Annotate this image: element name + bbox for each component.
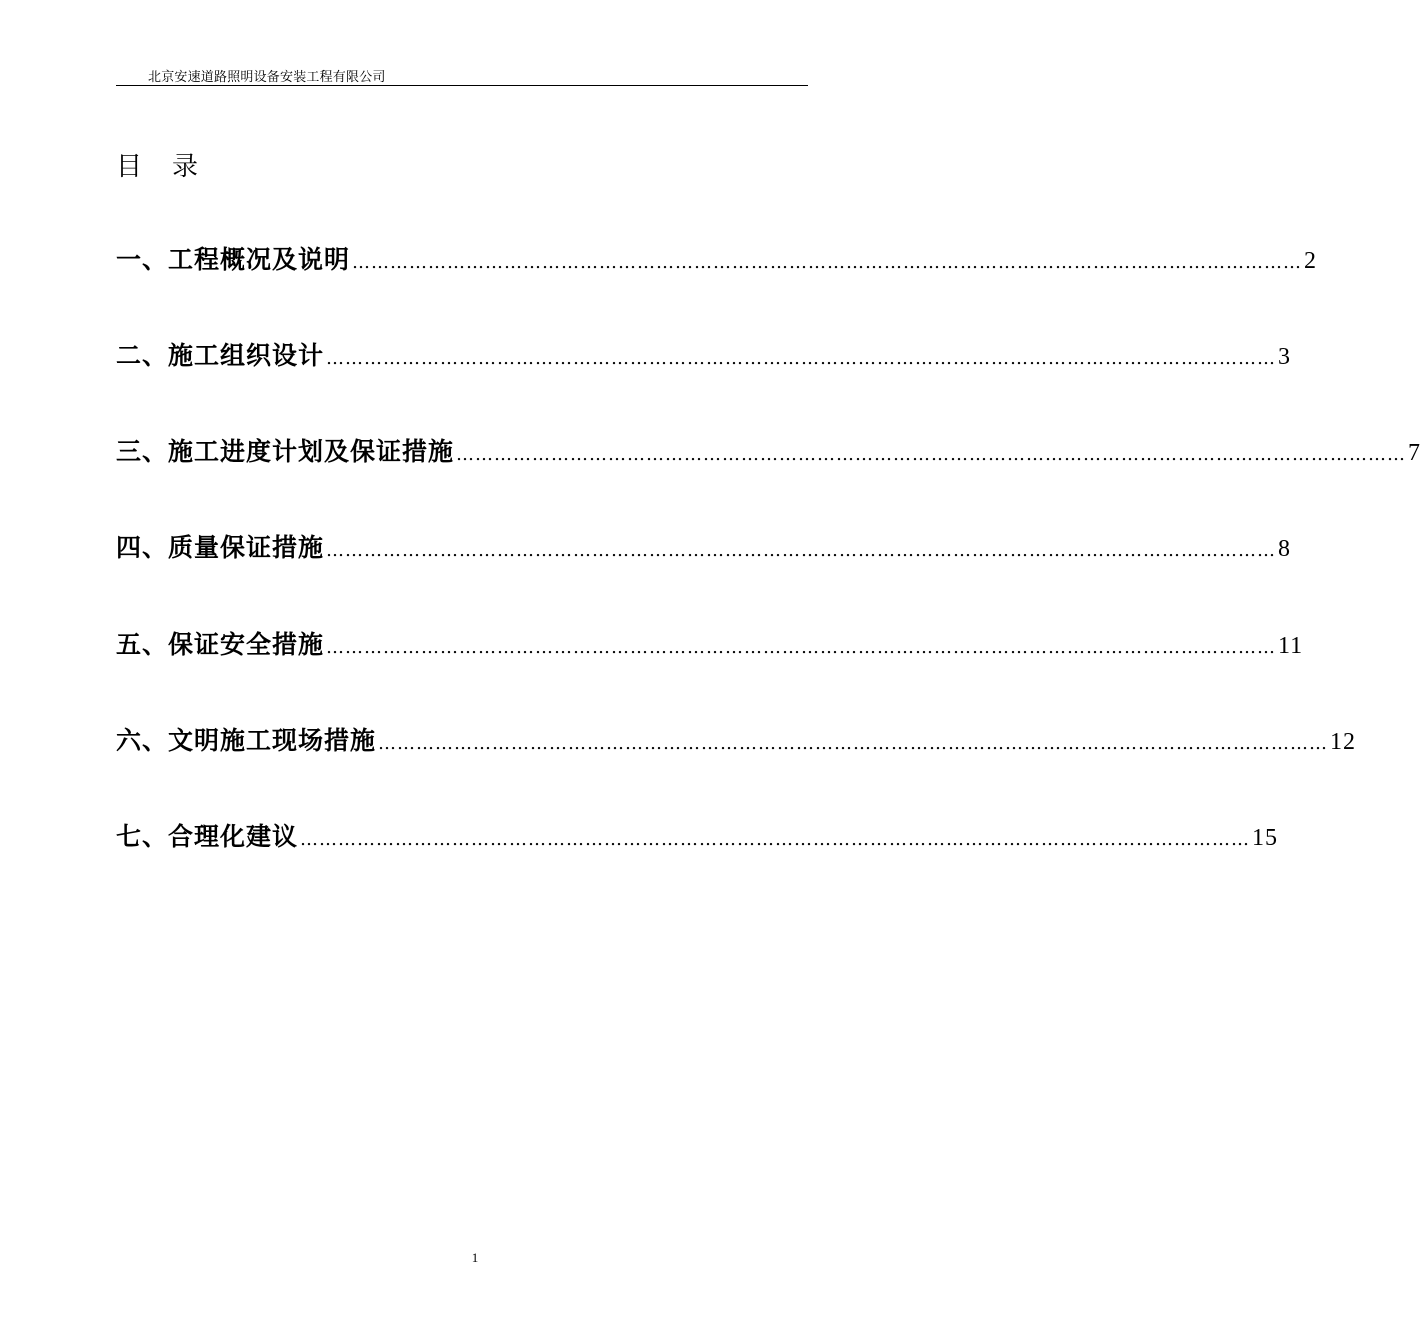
toc-leader-dots: …………………………………………………………………………………………………………………………………… [326,540,1277,561]
header-company-name: 北京安速道路照明设备安装工程有限公司 [148,70,386,85]
header-divider [116,85,808,86]
toc-title-char-1: 目 [116,152,143,182]
toc-entry[interactable] [116,432,1421,472]
toc-entry-label: 四、质量保证措施 [116,533,325,562]
toc-entry-page: 12 [1330,729,1357,755]
toc-entry[interactable] [116,625,1304,665]
toc-entry-label: 二、施工组织设计 [116,341,325,370]
toc-entry-page: 3 [1278,344,1292,370]
toc-leader-dots: …………………………………………………………………………………………………………………………………… [352,252,1303,273]
toc-entry[interactable] [116,721,1357,761]
toc-entry-page: 15 [1252,825,1279,851]
toc-entry-page: 7 [1408,440,1421,466]
toc-leader-dots: …………………………………………………………………………………………………………………………………… [378,733,1329,754]
toc-entry[interactable] [116,528,1292,568]
toc-entry[interactable] [116,240,1318,280]
toc-entry-label: 五、保证安全措施 [116,630,325,659]
toc-entry-label: 一、工程概况及说明 [116,245,351,274]
toc-entry-page: 2 [1304,248,1318,274]
toc-entry-label: 七、合理化建议 [116,822,299,851]
page-number: 1 [471,1250,479,1265]
toc-leader-dots: …………………………………………………………………………………………………………………………………… [326,348,1277,369]
toc-title [116,146,198,183]
toc-entry-label: 六、文明施工现场措施 [116,726,377,755]
toc-leader-dots: …………………………………………………………………………………………………………………………………… [456,444,1407,465]
toc-entry-page: 11 [1278,633,1304,659]
toc-entry-label: 三、施工进度计划及保证措施 [116,437,455,466]
toc-title-char-2: 录 [172,152,199,182]
toc-leader-dots: …………………………………………………………………………………………………………………………………… [300,829,1251,850]
toc-entry[interactable] [116,817,1279,857]
toc-entry-page: 8 [1278,536,1292,562]
toc-leader-dots: …………………………………………………………………………………………………………………………………… [326,637,1277,658]
toc-entry[interactable] [116,336,1292,376]
